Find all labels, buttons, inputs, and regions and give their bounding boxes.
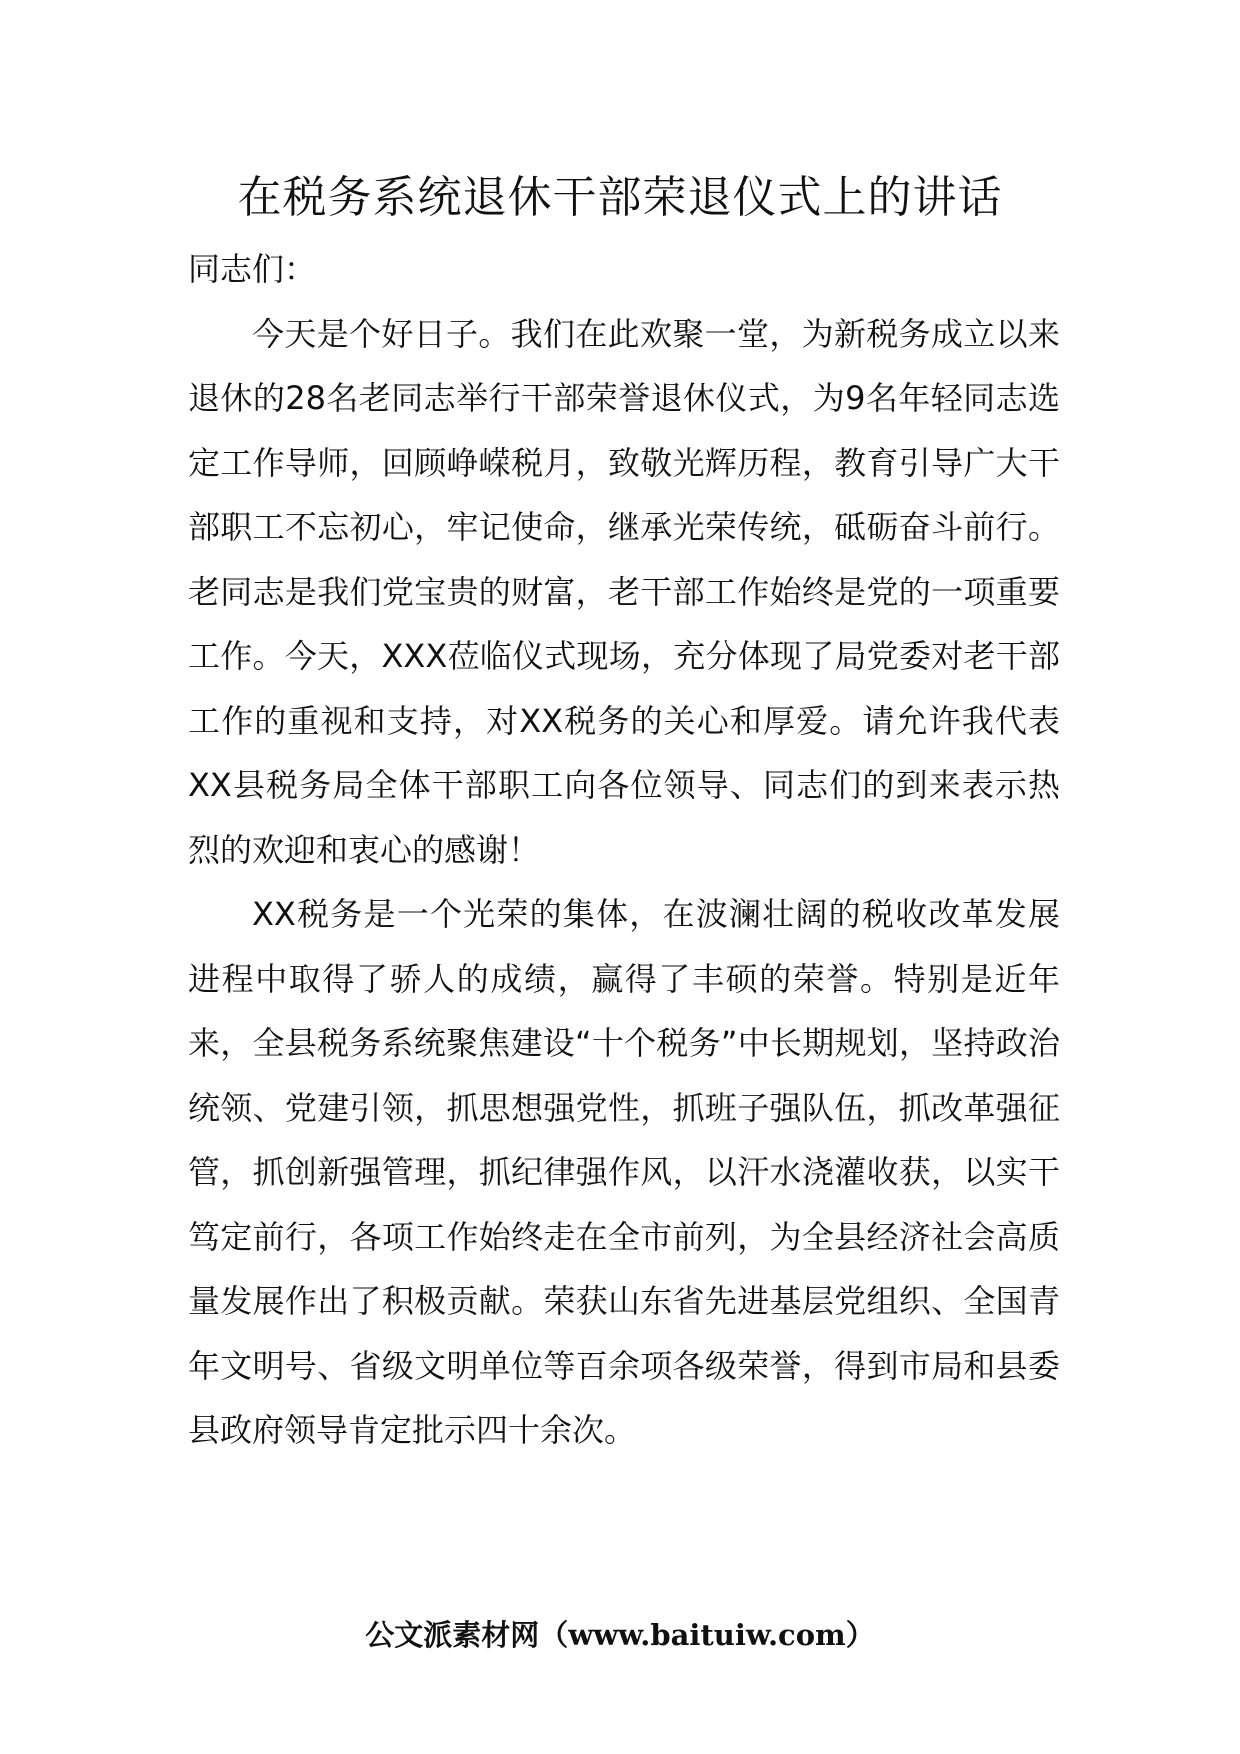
- document-title: 在税务系统退休干部荣退仪式上的讲话: [237, 172, 1003, 223]
- footer-watermark: 公文派素材网（www.baituiw.com）: [365, 1618, 875, 1652]
- salutation: 同志们：: [188, 250, 317, 288]
- paragraph-2: XX税务是一个光荣的集体，在波澜壮阔的税收改革发展进程中取得了骄人的成绩，赢得了丰硕的荣誉。特别是近年来，全县税务系统聚焦建设“十个税务”中长期规划，坚持政治统领、党建引领，抓思想强党性，抓班子强队伍，抓改革强征管，抓创新强管理，抓纪律强作风，以汗水浇灌收获，以实干笃定前行，各项工作始终走在全市前列，为全县经济社会高质量发展作出了积极贡献。荣获山东省先进基层党组织、全国青年文明号、省级文明单位等百余项各级荣誉，得到市局和县委县政府领导肯定批示四十余次。: [188, 895, 1060, 1449]
- document-body: [188, 237, 1060, 1463]
- paragraph-1: 今天是个好日子。我们在此欢聚一堂，为新税务成立以来退休的28名老同志举行干部荣誉退休仪式，为9名年轻同志选定工作导师，回顾峥嵘税月，致敬光辉历程，教育引导广大干部职工不忘初心，牢记使命，继承光荣传统，砥砺奋斗前行。老同志是我们党宝贵的财富，老干部工作始终是党的一项重要工作。今天，XXX莅临仪式现场，充分体现了局党委对老干部工作的重视和支持，对XX税务的关心和厚爱。请允许我代表XX县税务局全体干部职工向各位领导、同志们的到来表示热烈的欢迎和衷心的感谢！: [188, 314, 1060, 869]
